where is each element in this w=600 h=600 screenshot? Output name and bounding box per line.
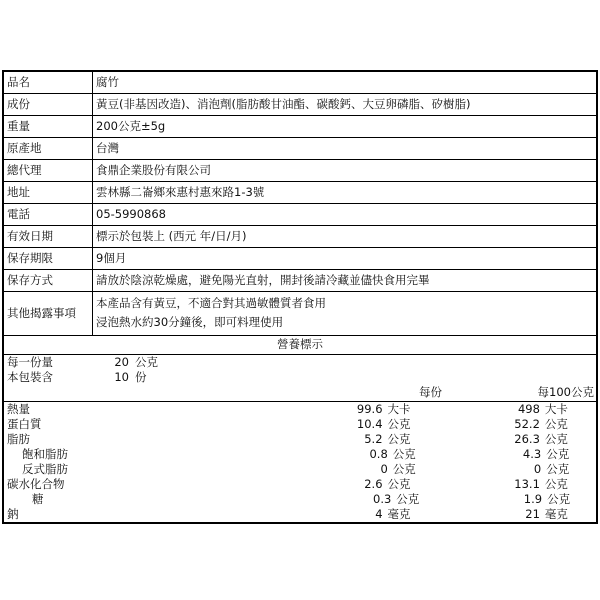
- spec-row: [4, 94, 596, 116]
- spec-row: [4, 138, 596, 160]
- other-disclosure-label: 其他揭露事項: [4, 292, 93, 335]
- per-serving-unit: 公克: [392, 447, 416, 461]
- per-100g-value: 26.3: [514, 432, 540, 446]
- serving-size-row: [7, 355, 596, 370]
- spec-row: [4, 204, 596, 226]
- spec-label: 重量: [4, 116, 93, 137]
- spec-value: 腐竹: [96, 75, 119, 89]
- per-serving-unit: 毫克: [387, 507, 411, 521]
- spec-value: 黃豆(非基因改造)、消泡劑(脂肪酸甘油酯、碳酸鈣、大豆卵磷脂、矽樹脂): [96, 97, 471, 111]
- spec-label: 有效日期: [4, 226, 93, 247]
- spec-label: 原產地: [4, 138, 93, 159]
- per-100g-value: 21: [525, 507, 540, 521]
- nutrition-row: [4, 417, 596, 432]
- nutrition-row: [4, 492, 596, 507]
- other-disclosure-row: [4, 292, 596, 336]
- nutrient-name: 飽和脂肪: [22, 447, 68, 461]
- spec-label: 總代理: [4, 160, 93, 181]
- nutrition-row: [4, 462, 596, 477]
- spec-label: 保存方式: [4, 270, 93, 291]
- spec-row: [4, 248, 596, 270]
- nutrition-row: [4, 402, 596, 417]
- spec-label: 地址: [4, 182, 93, 203]
- per-serving-value: 5.2: [364, 432, 383, 446]
- per-serving-value: 2.6: [364, 477, 383, 491]
- spec-row: [4, 226, 596, 248]
- spec-value: 請放於陰涼乾燥處，避免陽光直射，開封後請冷藏並儘快食用完畢: [96, 273, 430, 287]
- per-100g-unit: 公克: [544, 417, 568, 431]
- per-100g-unit: 公克: [546, 462, 570, 476]
- spec-value: 雲林縣二崙鄉來惠村惠來路1-3號: [96, 185, 265, 199]
- nutrient-name: 糖: [32, 492, 44, 506]
- per-serving-value: 10.4: [356, 417, 383, 431]
- spec-label: 品名: [4, 72, 93, 93]
- per-serving-unit: 公克: [387, 432, 411, 446]
- serving-info: [4, 355, 596, 385]
- servings-per-package-row: [7, 370, 596, 385]
- per-serving-unit: 公克: [392, 462, 416, 476]
- product-label-table: [2, 70, 598, 524]
- spec-value: 200公克±5g: [96, 119, 166, 133]
- spec-label: 成份: [4, 94, 93, 115]
- serving-size-unit: 公克: [135, 355, 158, 369]
- nutrient-name: 鈉: [7, 507, 19, 521]
- per-serving-unit: 公克: [387, 477, 411, 491]
- per-100g-unit: 毫克: [544, 507, 568, 521]
- servings-unit: 份: [135, 370, 147, 384]
- nutrient-name: 熱量: [7, 402, 30, 416]
- per-serving-unit: 公克: [387, 417, 411, 431]
- spec-row: [4, 116, 596, 138]
- per-100g-value: 4.3: [522, 447, 542, 461]
- nutrition-row: [4, 477, 596, 492]
- spec-value: 食鼎企業股份有限公司: [96, 163, 211, 177]
- per-100g-unit: 公克: [544, 477, 568, 491]
- spec-section: [4, 72, 596, 292]
- spec-label: 電話: [4, 204, 93, 225]
- spec-row: [4, 72, 596, 94]
- spec-value: 標示於包裝上 (西元 年/日/月): [96, 229, 247, 243]
- nutrient-name: 蛋白質: [7, 417, 42, 431]
- per-100g-unit: 公克: [547, 492, 571, 506]
- spec-row: [4, 160, 596, 182]
- per-serving-header: 每份: [419, 385, 442, 399]
- servings-label: 本包裝含: [7, 370, 53, 384]
- per-serving-unit: 公克: [396, 492, 420, 506]
- nutrient-name: 反式脂肪: [22, 462, 68, 476]
- per-serving-value: 4: [375, 507, 383, 521]
- per-100g-unit: 公克: [544, 432, 568, 446]
- nutrition-row: [4, 447, 596, 462]
- nutrition-row: [4, 507, 596, 522]
- per-100g-header: 每100公克: [537, 385, 594, 399]
- per-serving-value: 99.6: [356, 402, 383, 416]
- spec-value: 05-5990868: [96, 207, 166, 221]
- spec-row: [4, 182, 596, 204]
- per-100g-value: 52.2: [514, 417, 540, 431]
- per-100g-value: 1.9: [523, 492, 543, 506]
- per-100g-value: 0: [533, 462, 542, 476]
- per-100g-value: 13.1: [514, 477, 540, 491]
- spec-value: 台灣: [96, 141, 119, 155]
- spec-row: [4, 270, 596, 292]
- per-100g-value: 498: [517, 402, 540, 416]
- nutrient-name: 脂肪: [7, 432, 30, 446]
- per-serving-value: 0.8: [369, 447, 388, 461]
- nutrition-row: [4, 432, 596, 447]
- other-disclosure-line1: 本產品含有黃豆，不適合對其過敏體質者食用: [96, 296, 326, 310]
- per-serving-value: 0.3: [373, 492, 392, 506]
- other-disclosure-line2: 浸泡熱水約30分鐘後，即可料理使用: [96, 315, 284, 329]
- serving-size-label: 每一份量: [7, 355, 53, 369]
- per-100g-unit: 大卡: [544, 402, 568, 416]
- nutrition-header-row: [4, 385, 596, 402]
- nutrient-name: 碳水化合物: [7, 477, 65, 491]
- servings-value: 10: [114, 370, 129, 384]
- serving-size-value: 20: [114, 355, 129, 369]
- spec-value: 9個月: [96, 251, 127, 265]
- nutrition-title: 營養標示: [4, 336, 596, 355]
- nutrition-rows: [4, 402, 596, 522]
- per-serving-value: 0: [380, 462, 388, 476]
- per-serving-unit: 大卡: [387, 402, 411, 416]
- per-100g-unit: 公克: [546, 447, 570, 461]
- spec-label: 保存期限: [4, 248, 93, 269]
- other-disclosure-value: [93, 292, 596, 335]
